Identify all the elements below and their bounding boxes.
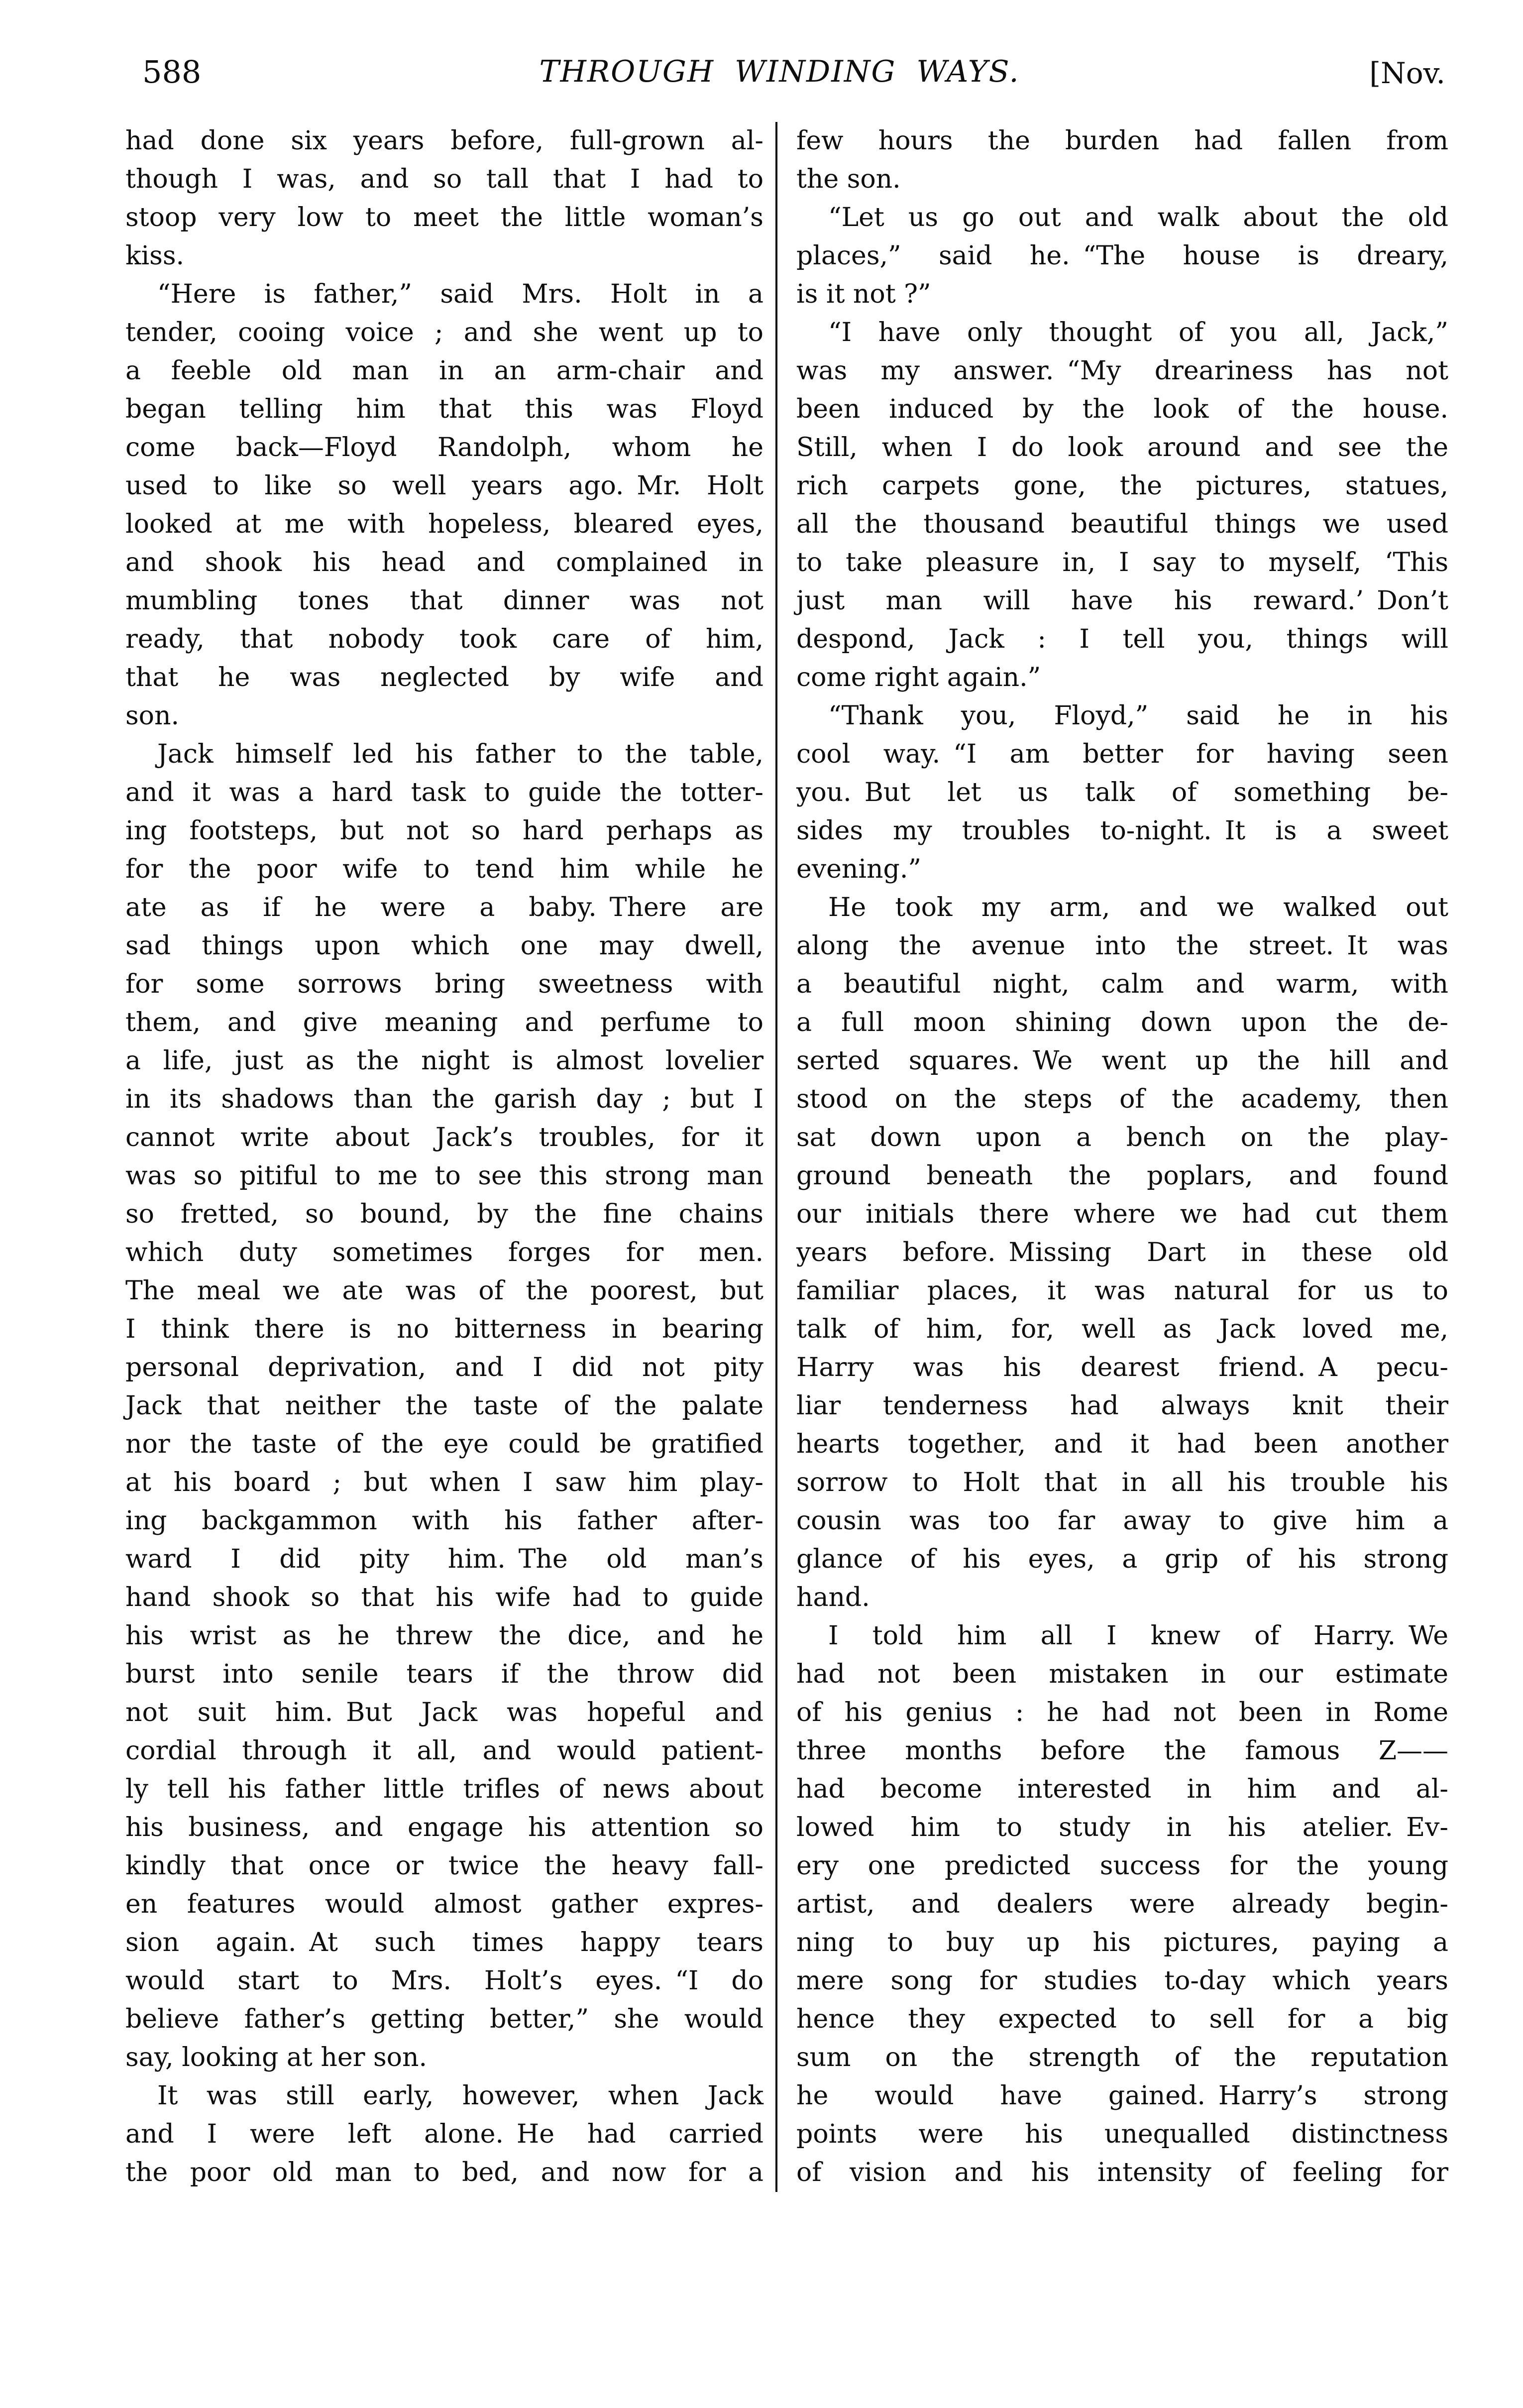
paragraph <box>125 122 763 275</box>
text-line: sion again. At such times happy tears <box>125 1928 763 1957</box>
text-line: which duty sometimes forges for men. <box>125 1238 763 1267</box>
text-line: though I was, and so tall that I had to <box>125 164 763 194</box>
issue-label: [Nov. <box>1369 56 1445 90</box>
text-line: evening.” <box>796 854 921 884</box>
text-line: sad things upon which one may dwell, <box>125 931 763 961</box>
text-line: Jack that neither the taste of the palate <box>125 1391 763 1421</box>
text-line: in its shadows than the garish day ; but I <box>125 1084 763 1114</box>
text-line: sides my troubles to-night. It is a sweet <box>796 816 1448 846</box>
text-line: ing footsteps, but not so hard perhaps as <box>125 816 763 846</box>
text-line: few hours the burden had fallen from <box>796 126 1448 156</box>
text-line: sat down upon a bench on the play- <box>796 1123 1448 1152</box>
text-line: you. But let us talk of something be- <box>796 778 1448 807</box>
text-line: hearts together, and it had been another <box>796 1429 1448 1459</box>
paragraph <box>796 199 1448 314</box>
text-line: of vision and his intensity of feeling for <box>796 2158 1448 2187</box>
text-line: ery one predicted success for the young <box>796 1851 1448 1881</box>
text-line: been induced by the look of the house. <box>796 394 1448 424</box>
text-line: ground beneath the poplars, and found <box>796 1161 1448 1191</box>
text-line: just man will have his reward.’ Don’t <box>796 586 1448 616</box>
page-header <box>142 43 1445 88</box>
text-line: his business, and engage his attention so <box>125 1813 763 1842</box>
text-line: points were his unequalled distinctness <box>796 2119 1448 2149</box>
paragraph <box>796 697 1448 889</box>
text-line: en features would almost gather expres- <box>125 1889 763 1919</box>
text-line: places,” said he. “The house is dreary, <box>796 241 1448 271</box>
right-column <box>796 122 1448 2192</box>
text-line: a full moon shining down upon the de- <box>796 1008 1448 1037</box>
paragraph <box>796 1617 1448 2192</box>
text-line: It was still early, however, when Jack <box>157 2081 763 2111</box>
text-line: mumbling tones that dinner was not <box>125 586 763 616</box>
running-title: THROUGH WINDING WAYS. <box>539 54 1020 89</box>
text-line: He took my arm, and we walked out <box>828 893 1448 922</box>
text-line: come back—Floyd Randolph, whom he <box>125 433 763 462</box>
text-line: had done six years before, full-grown al- <box>125 126 763 156</box>
text-line: stood on the steps of the academy, then <box>796 1084 1448 1114</box>
text-line: all the thousand beautiful things we used <box>796 509 1448 539</box>
text-line: of his genius : he had not been in Rome <box>796 1698 1448 1727</box>
text-line: serted squares. We went up the hill and <box>796 1046 1448 1076</box>
text-line: cannot write about Jack’s troubles, for it <box>125 1123 763 1152</box>
text-line: ready, that nobody took care of him, <box>125 624 763 654</box>
text-line: not suit him. But Jack was hopeful and <box>125 1698 763 1727</box>
text-line: Still, when I do look around and see the <box>796 433 1448 462</box>
text-line: he would have gained. Harry’s strong <box>796 2081 1448 2111</box>
text-line: his wrist as he threw the dice, and he <box>125 1621 763 1651</box>
text-line: cordial through it all, and would patient- <box>125 1736 763 1766</box>
paragraph <box>125 735 763 2077</box>
text-line: the poor old man to bed, and now for a <box>125 2158 763 2187</box>
text-line: kindly that once or twice the heavy fall- <box>125 1851 763 1881</box>
text-line: ate as if he were a baby. There are <box>125 893 763 922</box>
text-line: “Let us go out and walk about the old <box>828 203 1448 232</box>
text-line: despond, Jack : I tell you, things will <box>796 624 1448 654</box>
text-line: the son. <box>796 164 901 194</box>
text-line: hence they expected to sell for a big <box>796 2004 1448 2034</box>
text-line: was my answer. “My dreariness has not <box>796 356 1448 386</box>
text-line: talk of him, for, well as Jack loved me, <box>796 1314 1448 1344</box>
text-line: sorrow to Holt that in all his trouble his <box>796 1468 1448 1497</box>
text-line: to take pleasure in, I say to myself, ‘This <box>796 548 1448 577</box>
text-line: The meal we ate was of the poorest, but <box>125 1276 763 1306</box>
text-line: for some sorrows bring sweetness with <box>125 969 763 999</box>
text-line: looked at me with hopeless, bleared eyes, <box>125 509 763 539</box>
text-line: believe father’s getting better,” she would <box>125 2004 763 2034</box>
text-line: ing backgammon with his father after- <box>125 1506 763 1536</box>
text-columns <box>125 122 1448 2192</box>
text-line: rich carpets gone, the pictures, statues, <box>796 471 1448 501</box>
text-line: ward I did pity him. The old man’s <box>125 1544 763 1574</box>
text-line: cousin was too far away to give him a <box>796 1506 1448 1536</box>
text-line: so fretted, so bound, by the fine chains <box>125 1199 763 1229</box>
text-line: “Thank you, Floyd,” said he in his <box>828 701 1448 731</box>
text-line: cool way. “I am better for having seen <box>796 739 1448 769</box>
text-line: a feeble old man in an arm-chair and <box>125 356 763 386</box>
page-number: 588 <box>142 54 202 90</box>
text-line: come right again.” <box>796 663 1041 692</box>
text-line: a beautiful night, calm and warm, with <box>796 969 1448 999</box>
column-divider <box>775 122 777 2192</box>
text-line: “Here is father,” said Mrs. Holt in a <box>157 279 763 309</box>
text-line: familiar places, it was natural for us to <box>796 1276 1448 1306</box>
text-line: son. <box>125 701 180 731</box>
paragraph <box>125 2077 763 2192</box>
text-line: ly tell his father little trifles of news about <box>125 1774 763 1804</box>
text-line: Harry was his dearest friend. A pecu- <box>796 1353 1448 1382</box>
text-line: at his board ; but when I saw him play- <box>125 1468 763 1497</box>
text-line: say, looking at her son. <box>125 2043 427 2072</box>
text-line: tender, cooing voice ; and she went up to <box>125 318 763 347</box>
text-line: along the avenue into the street. It was <box>796 931 1448 961</box>
text-line: lowed him to study in his atelier. Ev- <box>796 1813 1448 1842</box>
text-line: burst into senile tears if the throw did <box>125 1659 763 1689</box>
text-line: and shook his head and complained in <box>125 548 763 577</box>
text-line: liar tenderness had always knit their <box>796 1391 1448 1421</box>
text-line: sum on the strength of the reputation <box>796 2043 1448 2072</box>
text-line: glance of his eyes, a grip of his strong <box>796 1544 1448 1574</box>
text-line: is it not ?” <box>796 279 931 309</box>
text-line: mere song for studies to-day which years <box>796 1966 1448 1996</box>
text-line: “I have only thought of you all, Jack,” <box>828 318 1448 347</box>
text-line: nor the taste of the eye could be gratified <box>125 1429 763 1459</box>
text-line: them, and give meaning and perfume to <box>125 1008 763 1037</box>
text-line: artist, and dealers were already begin- <box>796 1889 1448 1919</box>
text-line: began telling him that this was Floyd <box>125 394 763 424</box>
text-line: had not been mistaken in our estimate <box>796 1659 1448 1689</box>
text-line: for the poor wife to tend him while he <box>125 854 763 884</box>
left-column <box>125 122 763 2192</box>
text-line: I told him all I knew of Harry. We <box>828 1621 1448 1651</box>
text-line: a life, just as the night is almost lovelier <box>125 1046 763 1076</box>
text-line: stoop very low to meet the little woman’s <box>125 203 763 232</box>
paragraph <box>796 122 1448 199</box>
text-line: hand. <box>796 1583 870 1612</box>
paragraph <box>796 889 1448 1617</box>
text-line: I think there is no bitterness in bearing <box>125 1314 763 1344</box>
text-line: that he was neglected by wife and <box>125 663 763 692</box>
paragraph <box>796 314 1448 697</box>
text-line: our initials there where we had cut them <box>796 1199 1448 1229</box>
paragraph <box>125 275 763 735</box>
text-line: ning to buy up his pictures, paying a <box>796 1928 1448 1957</box>
text-line: Jack himself led his father to the table, <box>157 739 763 769</box>
text-line: personal deprivation, and I did not pity <box>125 1353 763 1382</box>
text-line: and I were left alone. He had carried <box>125 2119 763 2149</box>
text-line: kiss. <box>125 241 185 271</box>
text-line: hand shook so that his wife had to guide <box>125 1583 763 1612</box>
text-line: was so pitiful to me to see this strong man <box>125 1161 763 1191</box>
text-line: three months before the famous Z—— <box>796 1736 1448 1766</box>
text-line: would start to Mrs. Holt’s eyes. “I do <box>125 1966 763 1996</box>
text-line: used to like so well years ago. Mr. Holt <box>125 471 763 501</box>
text-line: had become interested in him and al- <box>796 1774 1448 1804</box>
text-line: and it was a hard task to guide the totter- <box>125 778 763 807</box>
text-line: years before. Missing Dart in these old <box>796 1238 1448 1267</box>
